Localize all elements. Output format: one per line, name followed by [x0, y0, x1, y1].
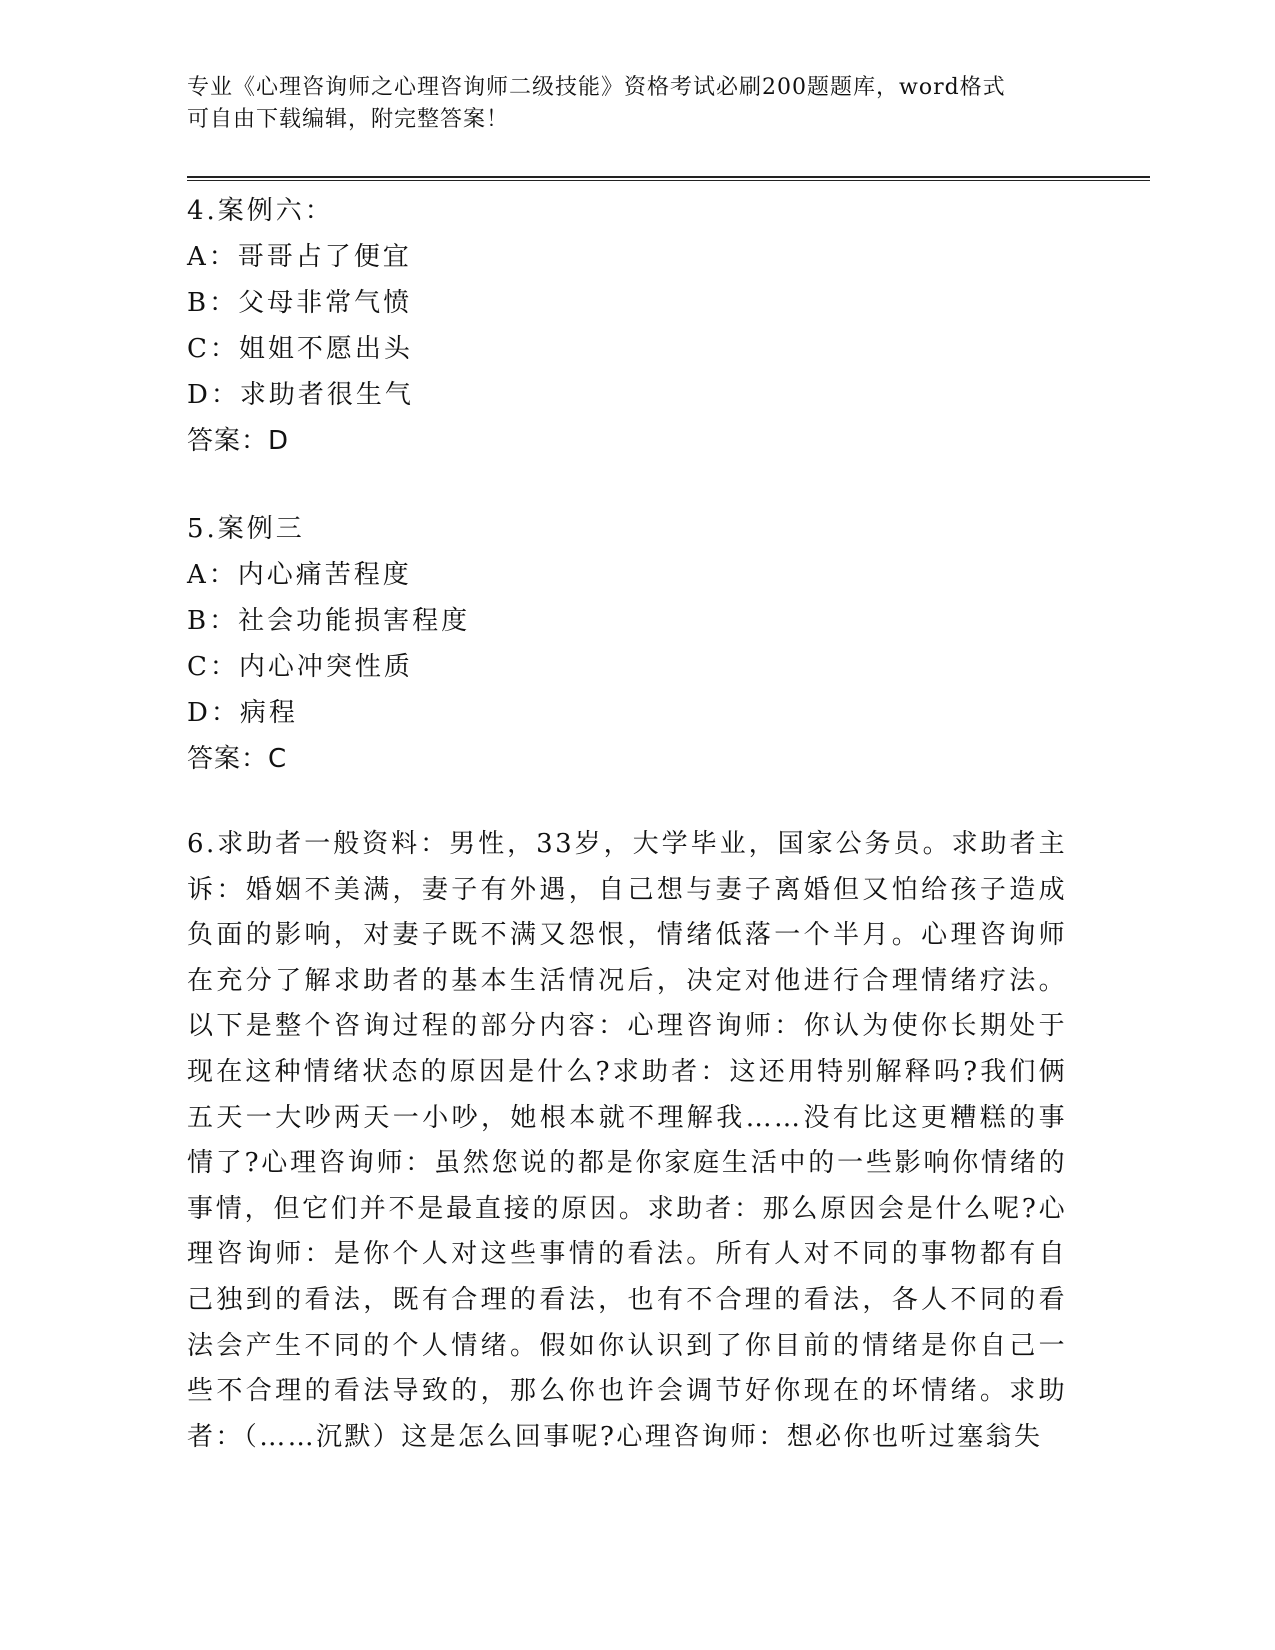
option-c: C：姐姐不愿出头 — [187, 334, 413, 364]
option-d: D：病程 — [187, 698, 298, 728]
question-title: 5.案例三 — [187, 514, 305, 544]
question-title: 4.案例六： — [187, 196, 334, 226]
option-d: D：求助者很生气 — [187, 380, 414, 410]
option-b: B：社会功能损害程度 — [187, 606, 471, 636]
document-header — [187, 72, 1067, 136]
header-divider-thin — [187, 180, 1150, 181]
question-6 — [187, 822, 1067, 1460]
header-title-line-1: 专业《心理咨询师之心理咨询师二级技能》资格考试必刷200题题库，word格式 — [187, 75, 1006, 100]
answer-text: 答案：D — [187, 426, 290, 456]
option-b: B：父母非常气愤 — [187, 288, 413, 318]
option-a: A：哥哥占了便宜 — [187, 242, 412, 272]
question-5 — [187, 506, 1067, 782]
option-c: C：内心冲突性质 — [187, 652, 413, 682]
header-divider — [187, 176, 1150, 178]
question-4 — [187, 188, 1067, 464]
question-body: 6.求助者一般资料：男性，33岁，大学毕业，国家公务员。求助者主诉：婚姻不美满，妻子有外遇，自己想与妻子离婚但又怕给孩子造成负面的影响，对妻子既不满又怨恨，情绪低落一个半月。心理咨询师在充分了解求助者的基本生活情况后，决定对他进行合理情绪疗法。以下是整个咨询过程的部分内容：心理咨询师：你认为使你长期处于现在这种情绪状态的原因是什么?求助者：这还用特别解释吗?我们俩五天一大吵两天一小吵，她根本就不理解我……没有比这更糟糕的事情了?心理咨询师：虽然您说的都是你家庭生活中的一些影响你情绪的事情，但它们并不是最直接的原因。求助者：那么原因会是什么呢?心理咨询师：是你个人对这些事情的看法。所有人对不同的事物都有自己独到的看法，既有合理的看法，也有不合理的看法，各人不同的看法会产生不同的个人情绪。假如你认识到了你目前的情绪是你自己一些不合理的看法导致的，那么你也许会调节好你现在的坏情绪。求助者：（……沉默）这是怎么回事呢?心理咨询师：想必你也听过塞翁失 — [187, 829, 1067, 1452]
answer-text: 答案：C — [187, 744, 288, 774]
header-title-line-2: 可自由下载编辑，附完整答案！ — [187, 107, 510, 132]
option-a: A：内心痛苦程度 — [187, 560, 412, 590]
